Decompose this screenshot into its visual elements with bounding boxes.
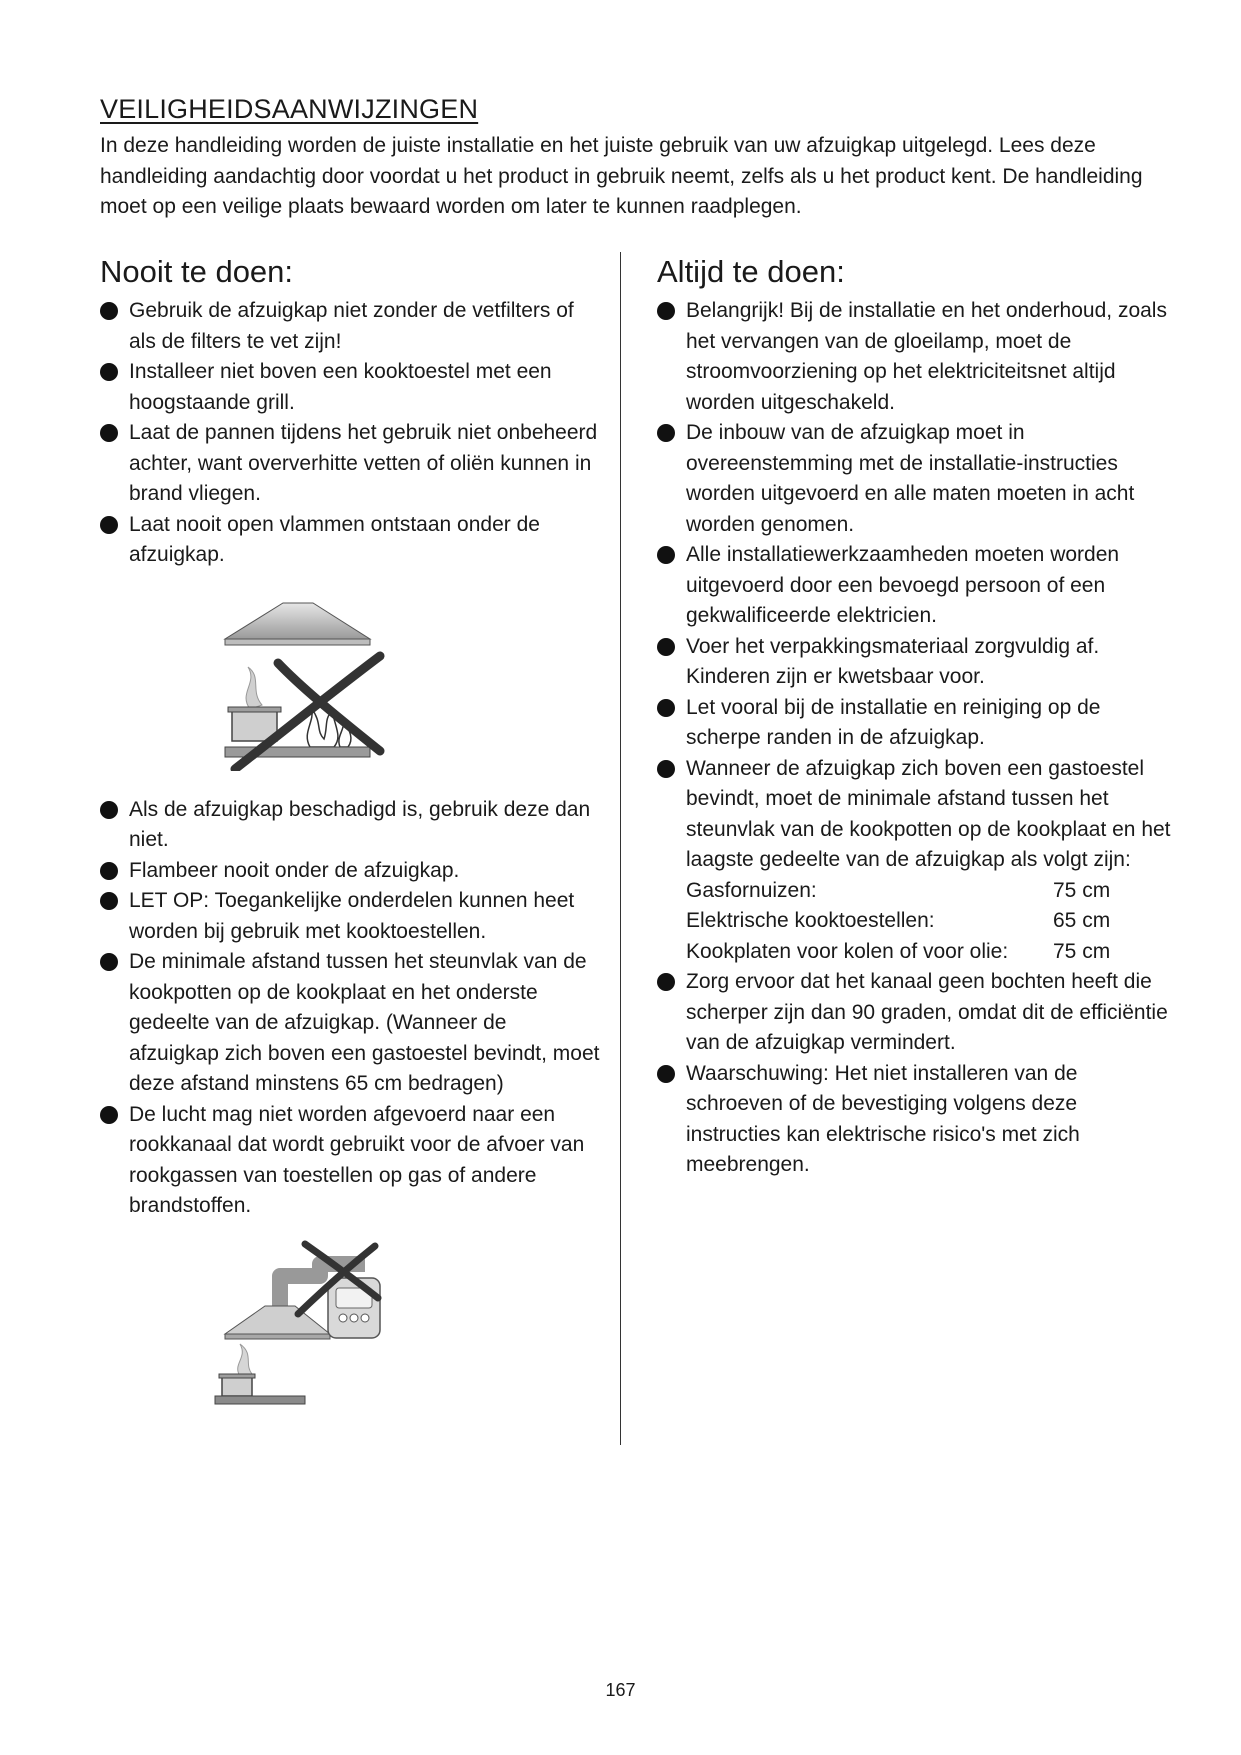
never-do-column	[100, 252, 600, 1408]
list-item: Installeer niet boven een kooktoestel met een hoogstaande grill.	[100, 357, 600, 418]
bullet-icon	[657, 424, 675, 442]
distance-row: Gasfornuizen: 75 cm	[686, 878, 1111, 902]
bullet-icon	[100, 302, 118, 320]
never-do-list-a	[100, 296, 600, 571]
bullet-icon	[100, 516, 118, 534]
list-item: De minimale afstand tussen het steunvlak van de kookpotten op de kookplaat en het onderste gedeelte van de afzuigkap. (Wanneer de afzuigkap zich boven een gastoestel bevindt, moet deze afstand minstens 65 cm bedragen)	[100, 947, 600, 1100]
bullet-icon	[100, 801, 118, 819]
bullet-icon	[657, 760, 675, 778]
no-shared-flue-illustration	[210, 1236, 390, 1408]
bullet-icon	[100, 1106, 118, 1124]
bullet-icon	[657, 973, 675, 991]
list-item: Let vooral bij de installatie en reiniging op de scherpe randen in de afzuigkap.	[657, 693, 1177, 754]
bullet-icon	[100, 862, 118, 880]
list-item: Als de afzuigkap beschadigd is, gebruik deze dan niet.	[100, 795, 600, 856]
bullet-icon	[657, 638, 675, 656]
distance-table	[686, 876, 1177, 968]
list-item: Voer het verpakkingsmateriaal zorgvuldig af. Kinderen zijn er kwetsbaar voor.	[657, 632, 1177, 693]
always-do-list-a	[657, 296, 1177, 1181]
bullet-icon	[657, 1065, 675, 1083]
bullet-icon	[100, 953, 118, 971]
list-item: Alle installatiewerkzaamheden moeten worden uitgevoerd door een bevoegd persoon of een gekwalificeerde elektricien.	[657, 540, 1177, 632]
list-item: Flambeer nooit onder de afzuigkap.	[100, 856, 600, 887]
always-do-heading: Altijd te doen:	[657, 254, 845, 289]
list-item: Waarschuwing: Het niet installeren van de schroeven of de bevestiging volgens deze instructies kan elektrische risico's met zich meebrengen.	[657, 1059, 1177, 1181]
list-item: Wanneer de afzuigkap zich boven een gastoestel bevindt, moet de minimale afstand tussen het steunvlak van de kookpotten op de kookplaat en het laagste gedeelte van de afzuigkap als volgt zijn: Gasfornuizen: 75 cm Elektrische kooktoestellen: 65 cm Kookplaten voor kolen of voor olie: 75 cm	[657, 754, 1177, 968]
list-item: Laat nooit open vlammen ontstaan onder de afzuigkap.	[100, 510, 600, 571]
bullet-icon	[100, 424, 118, 442]
bullet-icon	[657, 699, 675, 717]
column-divider	[620, 252, 621, 1445]
intro-paragraph: In deze handleiding worden de juiste installatie en het juiste gebruik van uw afzuigkap uitgelegd. Lees deze handleiding aandachtig door voordat u het product in gebruik neemt, zelfs als u het product kent. De handleiding moet op een veilige plaats bewaard worden om later te kunnen raadplegen.	[100, 134, 1143, 218]
section-title: VEILIGHEIDSAANWIJZINGEN	[100, 94, 479, 124]
list-item: Laat de pannen tijdens het gebruik niet onbeheerd achter, want oververhitte vetten of oliën kunnen in brand vliegen.	[100, 418, 600, 510]
page-number: 167	[605, 1680, 636, 1700]
list-item: LET OP: Toegankelijke onderdelen kunnen heet worden bij gebruik met kooktoestellen.	[100, 886, 600, 947]
list-item: Belangrijk! Bij de installatie en het onderhoud, zoals het vervangen van de gloeilamp, moet de stroomvoorziening op het elektriciteitsnet altijd worden uitgeschakeld.	[657, 296, 1177, 418]
bullet-icon	[657, 546, 675, 564]
never-do-list-b	[100, 795, 600, 1222]
distance-row: Kookplaten voor kolen of voor olie: 75 cm	[686, 939, 1111, 963]
list-item: De inbouw van de afzuigkap moet in overeenstemming met de installatie-instructies worden uitgevoerd en alle maten moeten in acht worden genomen.	[657, 418, 1177, 540]
bullet-icon	[100, 363, 118, 381]
no-open-flames-illustration	[220, 601, 390, 771]
bullet-icon	[100, 892, 118, 910]
list-item: Gebruik de afzuigkap niet zonder de vetfilters of als de filters te vet zijn!	[100, 296, 600, 357]
distance-row: Elektrische kooktoestellen: 65 cm	[686, 909, 1111, 932]
never-do-heading: Nooit te doen:	[100, 254, 294, 289]
list-item: Zorg ervoor dat het kanaal geen bochten heeft die scherper zijn dan 90 graden, omdat dit de efficiëntie van de afzuigkap vermindert.	[657, 967, 1177, 1059]
list-item: De lucht mag niet worden afgevoerd naar een rookkanaal dat wordt gebruikt voor de afvoer van rookgassen van toestellen op gas of andere brandstoffen.	[100, 1100, 600, 1222]
always-do-column	[657, 252, 1177, 1181]
bullet-icon	[657, 302, 675, 320]
